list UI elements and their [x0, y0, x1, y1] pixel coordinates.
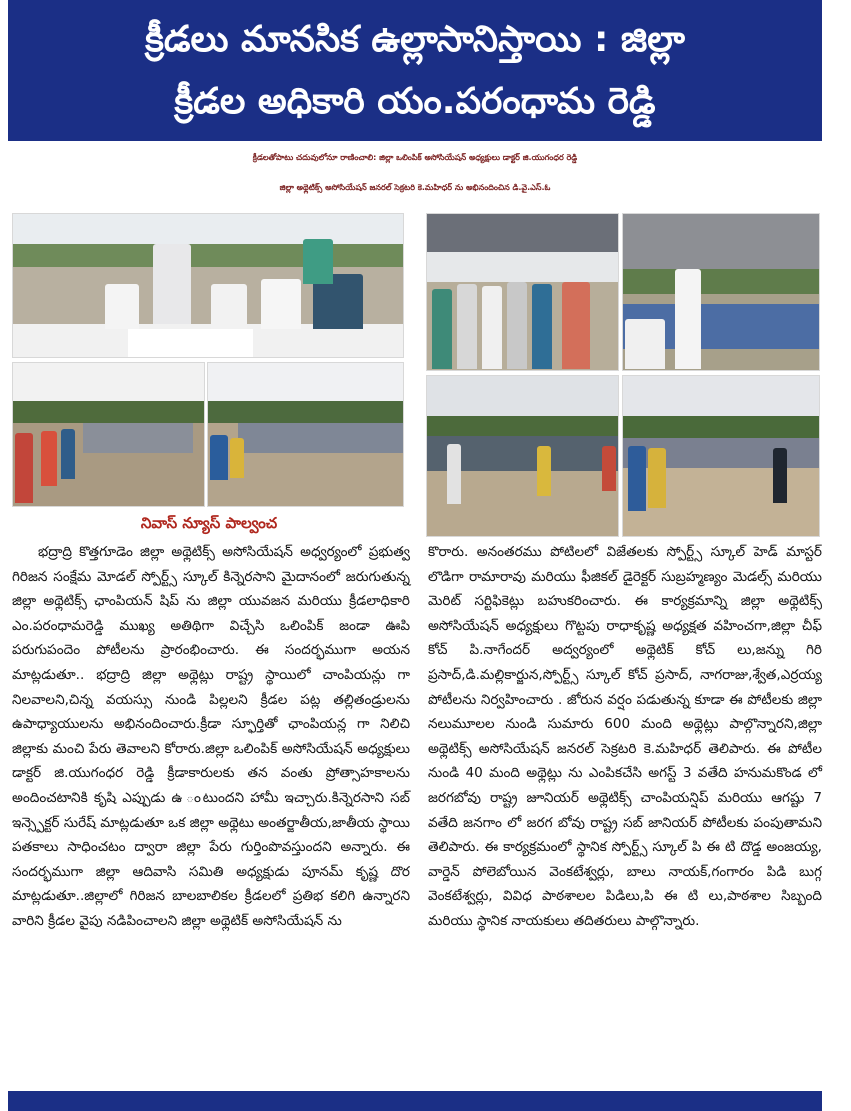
- headline-banner: [8, 0, 822, 141]
- headline-line-2: క్రీడల అధికారి యం.పరంధామ రెడ్డి: [174, 80, 656, 122]
- photo-medals: [426, 213, 619, 371]
- photo-dais: [12, 213, 404, 358]
- photo-address: [622, 213, 820, 371]
- subheadline-2: జిల్లా అథ్లెటిక్స్ అసోసియేషన్ జనరల్ సెక్రటరి కె.మహిధర్ ను అభినందించిన డి.వై.ఎస్.ఓ: [279, 183, 551, 192]
- byline: నివాస్ న్యూస్ పాల్వంచ: [140, 514, 278, 532]
- article-column-right: కొరారు. అనంతరము పోటిలలో విజేతలకు స్పోర్ట్స్ స్కూల్ హెడ్ మాస్టర్ లొడిగా రామారావు మరియు ఫీజికల్ డైరెక్టర్ సుబ్రహ్మణ్యం మెడల్స్ మరియు మెరిట్ సర్టిఫికెట్లు బహుకరించారు. ఈ కార్యక్రమాన్ని జిల్లా అథ్లెటిక్స్ అసోసియేషన్ అధ్యక్షులు గొట్టపు రాధాకృష్ణ అధ్యక్షత వహించగా,జిల్లా చీఫ్ కోచ్ పి.నాగేందర్ అద్వర్యంలో అథ్లెటిక్ కోచ్ లు,జన్ను గిరి ప్రసాద్,డి.మల్లికార్జున,స్పోర్ట్స్ స్కూల్ కోచ్ ప్రసాద్, నాగరాజు,శ్వేత,ఎర్రయ్య పోటీలను నిర్వహించారు . జోరున వర్షం పడుతున్న కూడా ఈ పోటీలకు జిల్లా నలుమూలల నుండి సుమారు 600 మంది అథ్లెట్లు పాల్గొన్నారని,జిల్లా అథ్లెటిక్స్ అసోసియేషన్ జనరల్ సెక్రటరి కె.మహిధర్ తెలిపారు. ఈ పోటీల నుండి 40 మంది అథ్లెట్లు ను ఎంపికచేసి అగస్ట్ 3 వతేది హనుమకొండ లో జరగబోవు రాష్ట్ర జూనియర్ అథ్లెటిక్స్ చాంపియన్షిప్ మరియు ఆగష్టు 7 వతేది జనగాం లో జరగ బోవు రాష్ట్ర సబ్ జానియర్ పోటీలకు పంపుతామని తెలిపారు. ఈ కార్యక్రమంలో స్థానిక స్పోర్ట్స్ స్కూల్ పి ఈ టి దొడ్డ అంజయ్య, వార్డెన్ పోలెబోయిన వెంకటేశ్వర్లు, బాలు నాయక్,గంగారం పిడి బుగ్గ వెంకటేశ్వర్లు, వివిధ పాఠశాలల పిడిలు,పి ఈ టి లు,పాఠశాల సిబ్బంది మరియు స్థానిక నాయకులు తదితరులు పాల్గొన్నారు.: [428, 544, 822, 929]
- photo-field-right: [622, 375, 820, 537]
- article-column-left: భద్రాద్రి కొత్తగూడెం జిల్లా అథ్లెటిక్స్ అసోసియేషన్ అధ్వర్యంలో ప్రభుత్వ గిరిజన సంక్షేమ మోడల్ స్పోర్ట్స్ స్కూల్ కిన్నెరసాని మైదానంలో జరుగుతున్న జిల్లా అథ్లెటిక్స్ ఛాంపియన్ షిప్ ను జిల్లా యువజన మరియు క్రీడలాధికారి ఎం.పరంధామరెడ్డి ముఖ్య అతిథిగా విచ్చేసి ఒలింపిక్ జండా ఊపి పరుగుపందెం పోటీలను ప్రారంభించారు. ఈ సందర్భముగా అయన మాట్లడుతూ.. భద్రాద్రి జిల్లా అథ్లెట్లు రాష్ట్ర స్థాయిలో చాంపియన్లు గా నిలవాలని,చిన్న వయస్సు నుండి పిల్లలని క్రీడల పట్ల తల్లితండ్రులను ఉపాధ్యాయులను అభినందించారు.క్రీడా స్ఫూర్తితో ఛాంపియన్ల గా నిలిచి జిల్లాకు మంచి పేరు తెవాలని కోరారు.జిల్లా ఒలింపిక్ అసోసియేషన్ అధ్యక్షులు డాక్టర్ జి.యుగంధర రెడ్డి క్రీడాకారులకు తన వంతు ప్రోత్సాహకాలను అందించటానికి కృషి ఎప్పుడు ఉ ంటుందని హామీ ఇచ్చారు.కిన్నెరసాని సబ్ ఇన్స్పెక్టర్ సురేష్ మాట్లడుతూ ఒక జిల్లా అథ్లెటు అంతర్జాతీయ,జాతీయ స్థాయి పతకాలు సాధించటం ద్వారా జిల్లా పేరు గుర్తింపొవస్తుందని అన్నారు. ఈ సందర్భముగా జిల్లా ఆదివాసి సమితి అధ్యక్షుడు పూనమ్ కృష్ణ దొర మాట్లడుతూ..జిల్లాలో గిరిజన బాలబాలికల క్రీడలలో ప్రతిభ కలిగి ఉన్నారని వారిని క్రీడల వైపు నడిపించాలని జిల్లా అథ్లెటిక్ అసోసియేషన్ ను: [12, 544, 410, 929]
- footer-bar: [8, 1091, 822, 1111]
- headline-line-1: క్రీడలు మానసిక ఉల్లాసానిస్తాయి : జిల్లా: [145, 18, 685, 60]
- photo-race-left: [12, 362, 205, 507]
- subheadline-1: క్రీడలతోపాటు చదువులోనూ రాణించాలి: జిల్లా ఒలింపిక్ అసోసియేషన్ అధ్యక్షులు డాక్టర్ జి.యుగంధర రెడ్డి: [252, 153, 578, 162]
- photo-race-right: [207, 362, 404, 507]
- photo-field-left: [426, 375, 619, 537]
